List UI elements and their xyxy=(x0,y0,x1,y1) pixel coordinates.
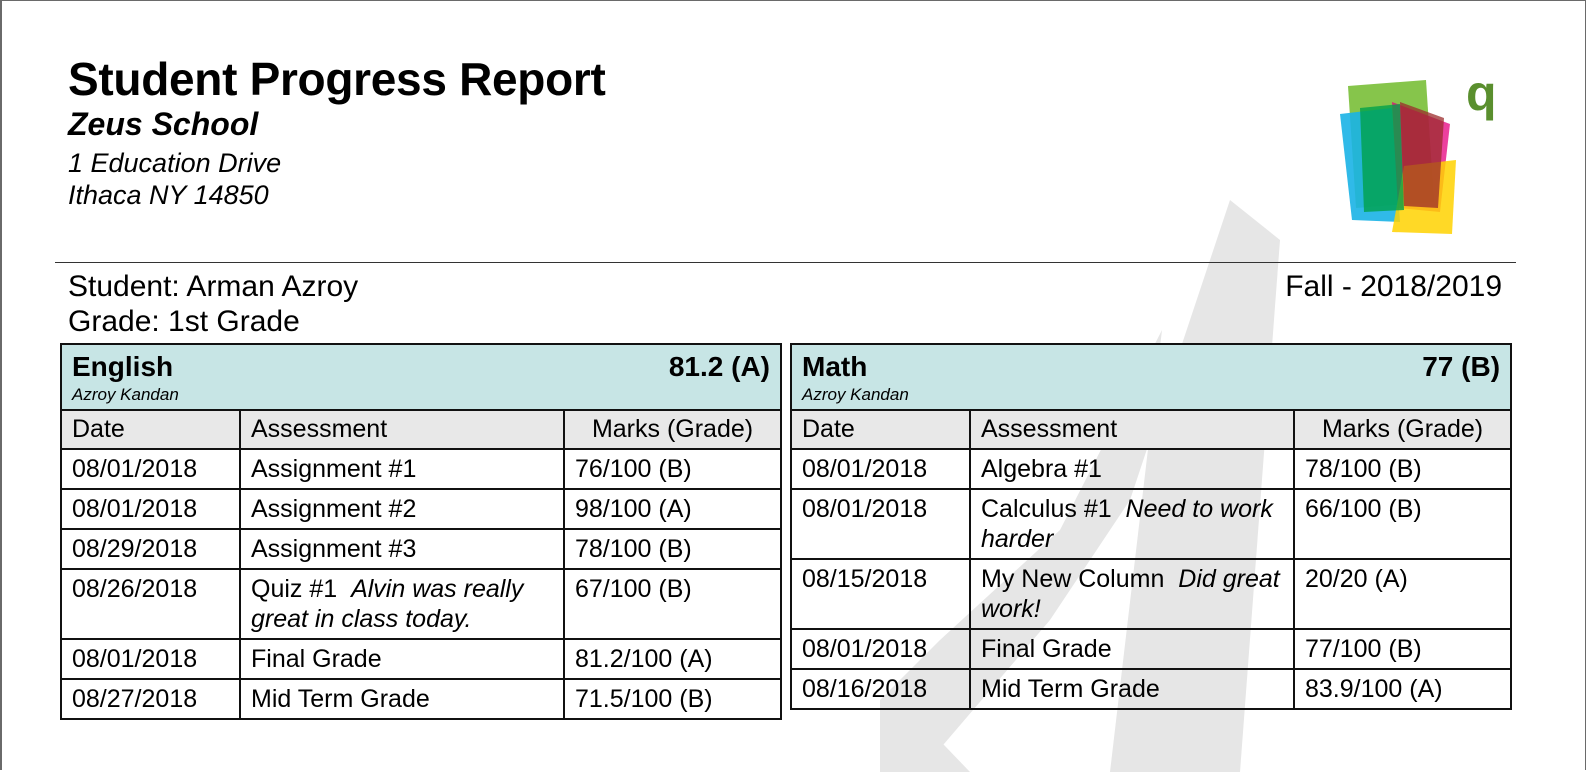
row-assessment-cell xyxy=(970,489,1294,559)
row-assessment: Calculus #1 xyxy=(981,495,1112,523)
subject-teacher: Azroy Kandan xyxy=(802,385,909,404)
row-marks: 77/100 (B) xyxy=(1294,629,1511,669)
english-table xyxy=(60,343,782,720)
student-grade: Grade: 1st Grade xyxy=(68,305,300,338)
logo-icon xyxy=(1330,62,1510,252)
address-line-1: 1 Education Drive xyxy=(68,148,282,178)
row-assessment: Quiz #1 xyxy=(251,575,338,603)
table-row xyxy=(61,449,781,489)
table-row xyxy=(61,639,781,679)
row-marks: 66/100 (B) xyxy=(1294,489,1511,559)
row-marks: 78/100 (B) xyxy=(1294,449,1511,489)
subject-score: 77 (B) xyxy=(1422,351,1501,382)
row-marks: 83.9/100 (A) xyxy=(1294,669,1511,709)
school-name: Zeus School xyxy=(68,106,259,142)
row-date: 08/01/2018 xyxy=(791,629,970,669)
row-date: 08/16/2018 xyxy=(791,669,970,709)
row-assessment: Mid Term Grade xyxy=(981,675,1160,703)
subject-header xyxy=(791,344,1511,410)
row-assessment-cell xyxy=(240,489,564,529)
column-header-marks: Marks (Grade) xyxy=(1294,410,1511,449)
table-row xyxy=(61,569,781,639)
column-header-date: Date xyxy=(61,410,240,449)
row-assessment-cell xyxy=(240,529,564,569)
row-assessment: Assignment #1 xyxy=(251,455,417,483)
row-assessment-cell xyxy=(240,569,564,639)
row-assessment: Final Grade xyxy=(981,635,1112,663)
row-date: 08/01/2018 xyxy=(791,489,970,559)
subject-score: 81.2 (A) xyxy=(668,351,771,382)
row-assessment: Algebra #1 xyxy=(981,455,1102,483)
math-table xyxy=(790,343,1512,710)
row-note: Alvin was really great in class today. xyxy=(251,575,524,633)
student-name: Student: Arman Azroy xyxy=(68,270,359,303)
svg-text:q: q xyxy=(1466,65,1497,121)
row-marks: 81.2/100 (A) xyxy=(564,639,781,679)
table-row xyxy=(791,449,1511,489)
row-note: Did great work! xyxy=(981,565,1280,623)
row-assessment-cell xyxy=(970,669,1294,709)
subject-name: English xyxy=(72,351,174,382)
header-divider xyxy=(55,262,1516,263)
address-line-2: Ithaca NY 14850 xyxy=(68,180,269,210)
row-marks: 20/20 (A) xyxy=(1294,559,1511,629)
column-header-marks: Marks (Grade) xyxy=(564,410,781,449)
row-date: 08/29/2018 xyxy=(61,529,240,569)
row-marks: 78/100 (B) xyxy=(564,529,781,569)
row-assessment: Mid Term Grade xyxy=(251,685,430,713)
term-label: Fall - 2018/2019 xyxy=(1285,270,1502,303)
row-marks: 98/100 (A) xyxy=(564,489,781,529)
row-date: 08/01/2018 xyxy=(791,449,970,489)
row-assessment-cell xyxy=(240,639,564,679)
row-assessment-cell xyxy=(970,629,1294,669)
subject-header xyxy=(61,344,781,410)
row-marks: 71.5/100 (B) xyxy=(564,679,781,719)
report-title: Student Progress Report xyxy=(68,53,606,105)
row-note: Need to work harder xyxy=(981,495,1273,553)
row-assessment-cell xyxy=(240,449,564,489)
column-header-assessment: Assessment xyxy=(240,410,564,449)
row-date: 08/27/2018 xyxy=(61,679,240,719)
table-row xyxy=(791,489,1511,559)
row-date: 08/15/2018 xyxy=(791,559,970,629)
row-assessment-cell xyxy=(240,679,564,719)
row-date: 08/01/2018 xyxy=(61,489,240,529)
row-assessment-cell xyxy=(970,449,1294,489)
column-header-assessment: Assessment xyxy=(970,410,1294,449)
row-assessment: My New Column xyxy=(981,565,1165,593)
row-assessment-cell xyxy=(970,559,1294,629)
subject-teacher: Azroy Kandan xyxy=(72,385,179,404)
column-header-date: Date xyxy=(791,410,970,449)
table-row xyxy=(791,669,1511,709)
row-date: 08/26/2018 xyxy=(61,569,240,639)
row-date: 08/01/2018 xyxy=(61,639,240,679)
row-marks: 76/100 (B) xyxy=(564,449,781,489)
table-row xyxy=(791,559,1511,629)
row-marks: 67/100 (B) xyxy=(564,569,781,639)
row-date: 08/01/2018 xyxy=(61,449,240,489)
row-assessment: Assignment #3 xyxy=(251,535,417,563)
table-row xyxy=(791,629,1511,669)
row-assessment: Final Grade xyxy=(251,645,382,673)
table-row xyxy=(61,489,781,529)
row-assessment: Assignment #2 xyxy=(251,495,417,523)
table-row xyxy=(61,679,781,719)
subject-name: Math xyxy=(802,351,868,382)
table-row xyxy=(61,529,781,569)
